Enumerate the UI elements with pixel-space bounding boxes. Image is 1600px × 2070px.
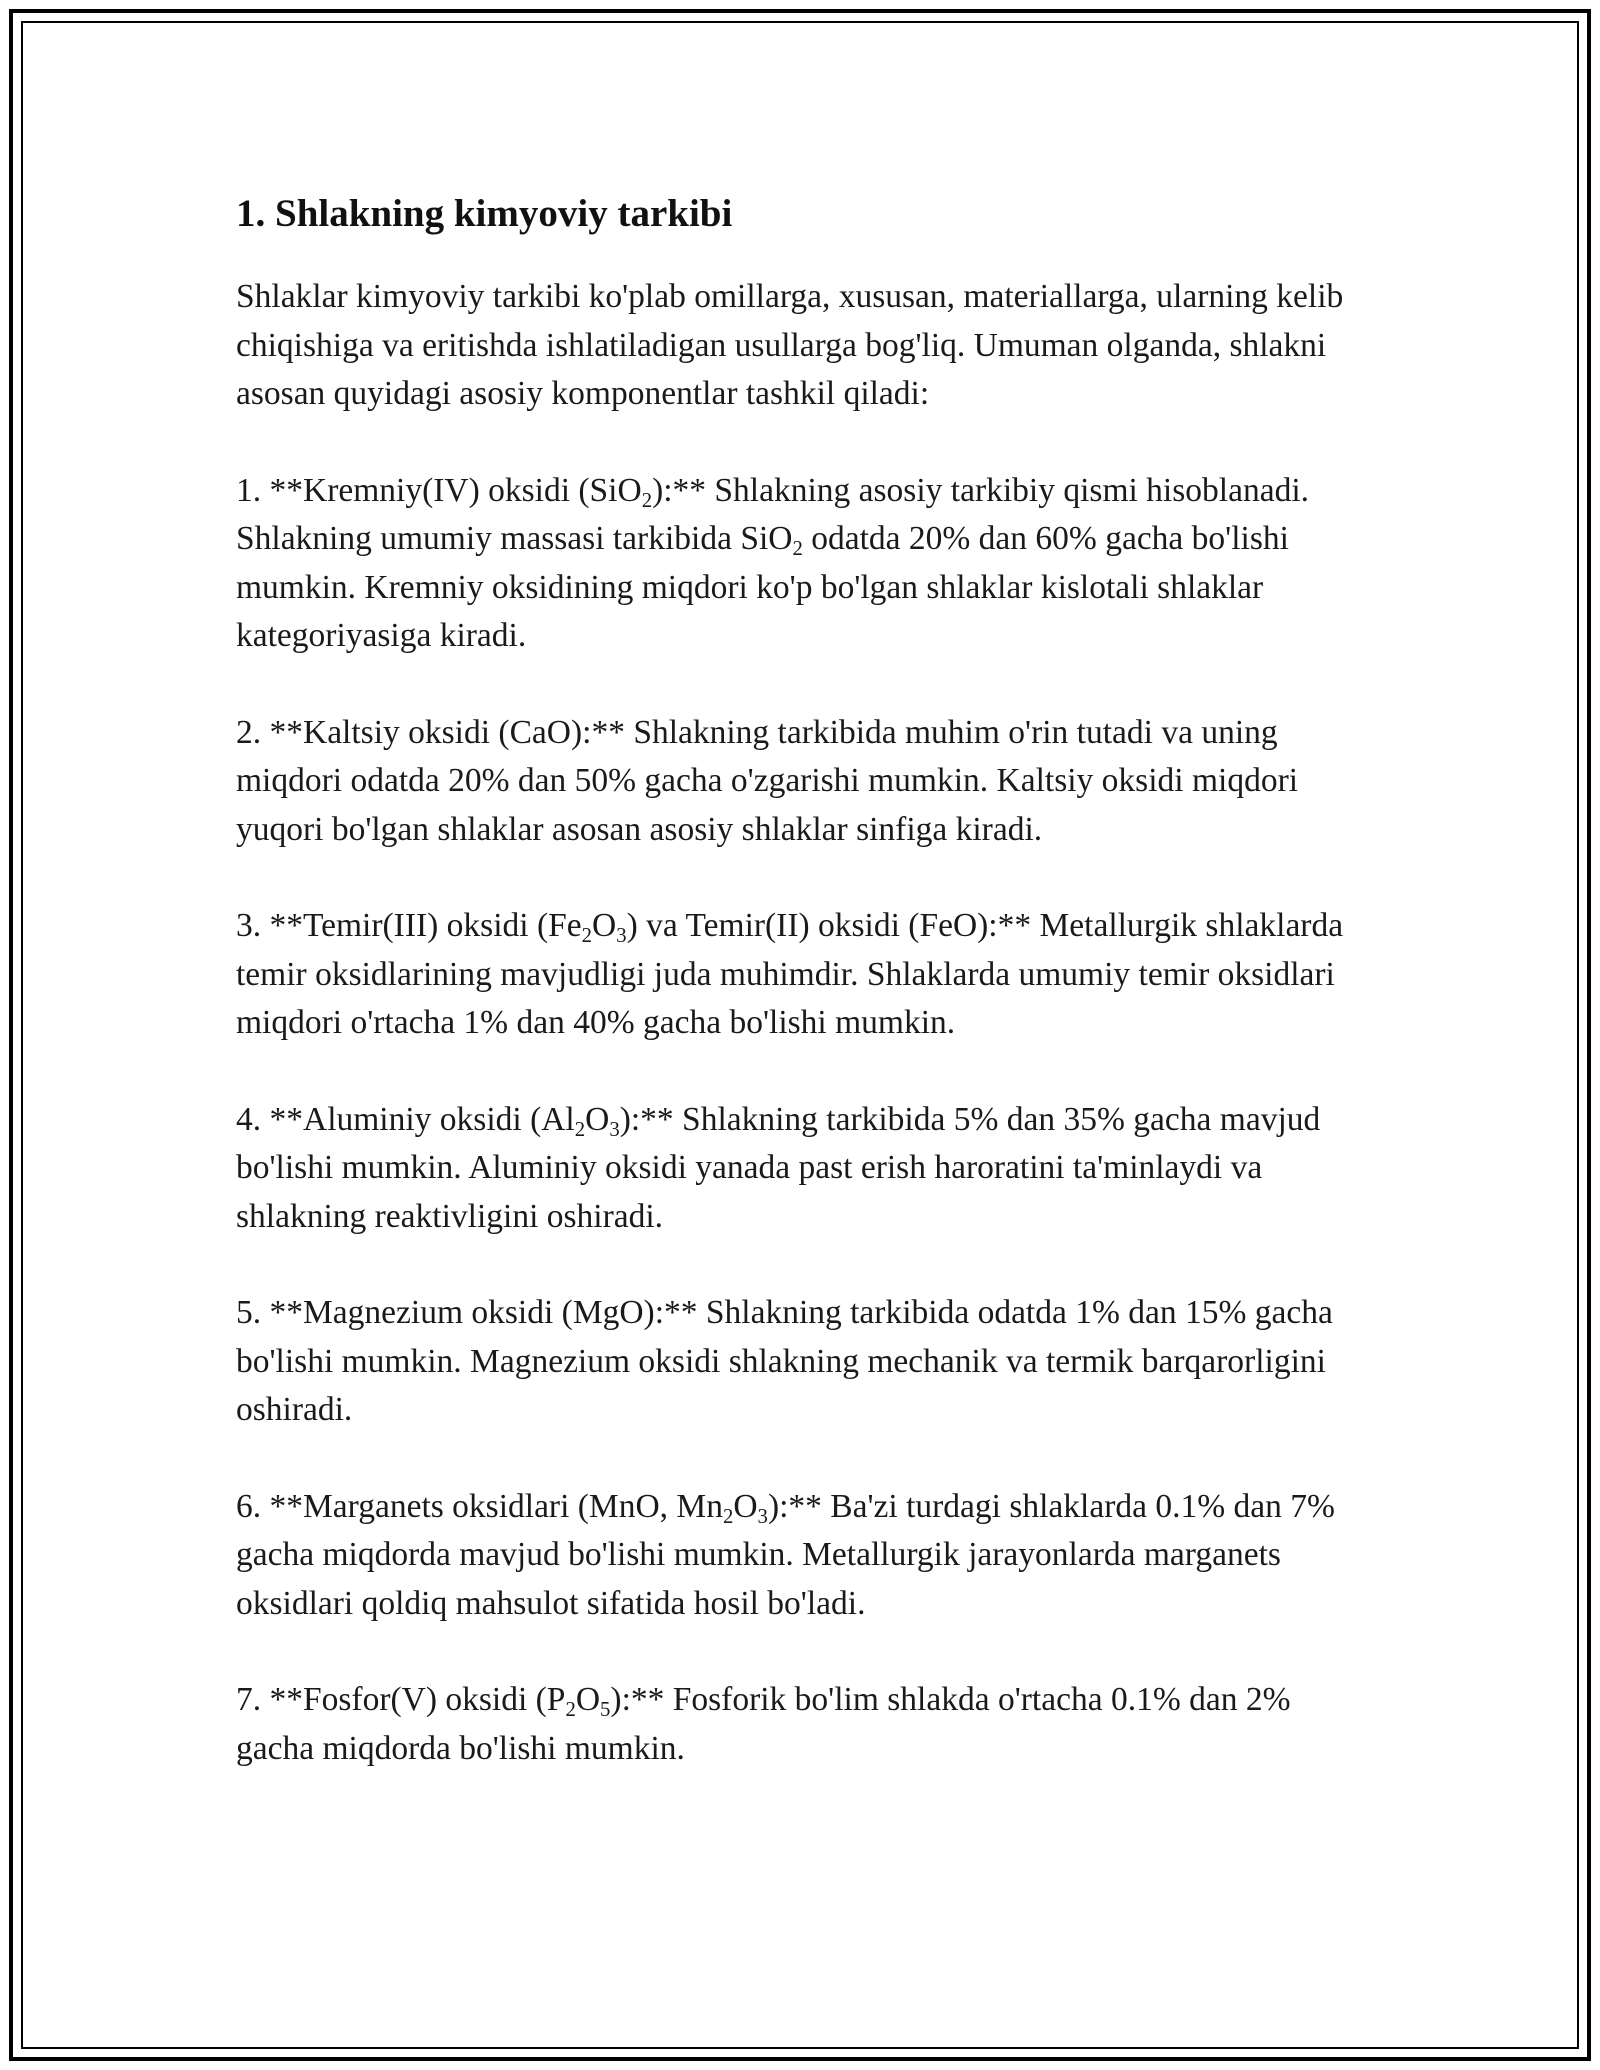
item-text: 7. **Fosfor(V) oksidi (P — [236, 1681, 566, 1718]
list-item-aluminium-oxide — [236, 1096, 1376, 1242]
subscript: 3 — [609, 1117, 620, 1141]
section-title: 1. Shlakning kimyoviy tarkibi — [236, 192, 733, 235]
subscript: 3 — [757, 1504, 768, 1528]
subscript: 2 — [574, 1117, 586, 1141]
list-item-calcium-oxide: 2. **Kaltsiy oksidi (CaO):** Shlakning tarkibida muhim o'rin tutadi va uning miqdori odatda 20% dan 50% gacha o'zgarishi mumkin. Kaltsiy oksidi miqdori yuqori bo'lgan shlaklar asosan asosiy shlaklar sinfiga kiradi. — [236, 713, 1299, 848]
document-body — [236, 185, 1376, 1821]
list-item-iron-oxide — [236, 902, 1376, 1048]
subscript: 2 — [641, 488, 653, 512]
item-text: 3. **Temir(III) oksidi (Fe — [236, 907, 582, 944]
item-text: ):** Ba'zi turdagi shlaklarda 0.1% dan 7% gacha miqdorda mavjud bo'lishi mumkin. Metallurgik jarayonlarda marganets oksidlari qoldiq mahsulot sifatida hosil bo'ladi. — [236, 1487, 1335, 1622]
item-text: 4. **Aluminiy oksidi (Al — [236, 1100, 575, 1138]
item-text: ):** Shlakning tarkibida 5% dan 35% gacha mavjud bo'lishi mumkin. Aluminiy oksidi yanada past erish haroratini ta'minlaydi va shlakning reaktivligini oshiradi. — [236, 1100, 1321, 1235]
item-text: O — [592, 907, 617, 944]
subscript: 3 — [616, 923, 627, 947]
item-text: O — [585, 1100, 610, 1138]
item-text: ):** Shlakning asosiy tarkibiy qismi hisoblanadi. Shlakning umumiy massasi tarkibida SiO — [236, 471, 1310, 557]
item-text: ):** Fosforik bo'lim shlakda o'rtacha 0.1% dan 2% gacha miqdorda bo'lishi mumkin. — [236, 1681, 1291, 1767]
subscript: 2 — [792, 536, 803, 560]
item-text: 1. **Kremniy(IV) oksidi (SiO — [236, 471, 642, 509]
list-item-silicon-oxide — [236, 467, 1376, 661]
subscript: 2 — [565, 1697, 576, 1721]
subscript: 2 — [581, 923, 592, 947]
intro-paragraph: Shlaklar kimyoviy tarkibi ko'plab omillarga, xususan, materiallarga, ularning kelib chiqishiga va eritishda ishlatiladigan usullarga bog'liq. Umuman olganda, shlakni asosan quyidagi asosiy komponentlar tashkil qiladi: — [236, 278, 1344, 412]
item-text: 6. **Marganets oksidlari (MnO, Mn — [236, 1487, 723, 1525]
item-text: O — [733, 1487, 758, 1525]
list-item-manganese-oxides — [236, 1483, 1376, 1629]
subscript: 5 — [600, 1697, 611, 1721]
item-text: ) va Temir(II) oksidi (FeO):** Metallurgik shlaklarda temir oksidlarining mavjudligi juda muhimdir. Shlaklarda umumiy temir oksidlari miqdori o'rtacha 1% dan 40% gacha bo'lishi mumkin. — [236, 907, 1344, 1041]
list-item-magnesium-oxide: 5. **Magnezium oksidi (MgO):** Shlakning tarkibida odatda 1% dan 15% gacha bo'lishi mumkin. Magnezium oksidi shlakning mechanik va termik barqarorligini oshiradi. — [236, 1294, 1333, 1428]
item-text: O — [575, 1681, 601, 1718]
subscript: 2 — [722, 1504, 734, 1528]
list-item-phosphorus-oxide — [236, 1676, 1376, 1773]
item-text: odatda 20% dan 60% gacha bo'lishi mumkin. Kremniy oksidining miqdori ko'p bo'lgan shlaklar kislotali shlaklar kategoriyasiga kiradi. — [236, 520, 1289, 654]
